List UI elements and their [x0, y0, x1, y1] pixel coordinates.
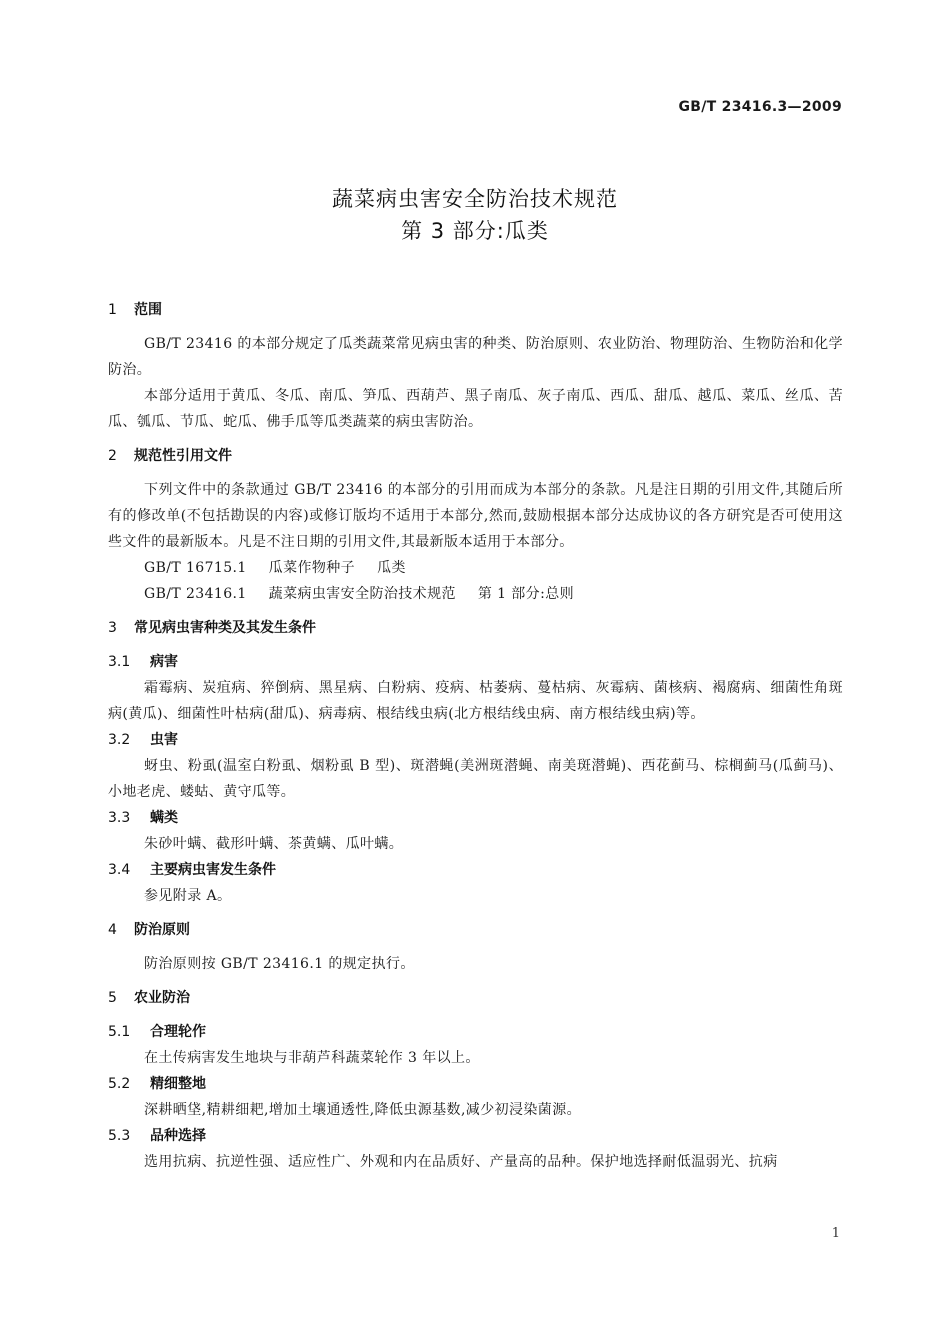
- document-body: [108, 297, 843, 1175]
- normative-reference: [108, 555, 843, 581]
- subsection-number: 5.3: [108, 1128, 131, 1144]
- paragraph: 深耕晒垡,精耕细耙,增加土壤通透性,降低虫源基数,减少初浸染菌源。: [144, 1102, 581, 1118]
- subsection-title: 合理轮作: [150, 1024, 206, 1040]
- section-5-heading: [108, 985, 843, 1011]
- page-number: 1: [831, 1226, 840, 1241]
- reference-title: 瓜菜作物种子: [268, 560, 356, 576]
- paragraph: 在土传病害发生地块与非葫芦科蔬菜轮作 3 年以上。: [144, 1050, 480, 1066]
- paragraph: 蚜虫、粉虱(温室白粉虱、烟粉虱 B 型)、斑潜蝇(美洲斑潜蝇、南美斑潜蝇)、西花蓟马、棕榈蓟马(瓜蓟马)、小地老虎、蝼蛄、黄守瓜等。: [108, 758, 843, 800]
- subsection-number: 3.3: [108, 810, 131, 826]
- section-title: 范围: [134, 302, 162, 318]
- reference-code: GB/T 23416.1: [144, 586, 247, 602]
- document-title: [0, 183, 950, 247]
- section-number: 4: [108, 922, 117, 938]
- reference-code: GB/T 16715.1: [144, 560, 247, 576]
- section-title: 防治原则: [134, 922, 190, 938]
- section-2-heading: [108, 443, 843, 469]
- subsection-title: 精细整地: [150, 1076, 206, 1092]
- subsection-5-2-heading: [108, 1071, 843, 1097]
- subsection-3-4-heading: [108, 857, 843, 883]
- subsection-title: 主要病虫害发生条件: [150, 862, 276, 878]
- subsection-number: 3.1: [108, 654, 131, 670]
- paragraph: GB/T 23416 的本部分规定了瓜类蔬菜常见病虫害的种类、防治原则、农业防治、物理防治、生物防治和化学防治。: [108, 336, 843, 378]
- reference-title: 蔬菜病虫害安全防治技术规范: [268, 586, 456, 602]
- subsection-5-1-heading: [108, 1019, 843, 1045]
- subsection-number: 5.1: [108, 1024, 131, 1040]
- section-3-heading: [108, 615, 843, 641]
- normative-reference: [108, 581, 843, 607]
- subsection-title: 螨类: [150, 810, 178, 826]
- subsection-3-1-heading: [108, 649, 843, 675]
- subsection-title: 品种选择: [150, 1128, 206, 1144]
- section-1-heading: [108, 297, 843, 323]
- subsection-number: 5.2: [108, 1076, 131, 1092]
- paragraph: 霜霉病、炭疽病、猝倒病、黑星病、白粉病、疫病、枯萎病、蔓枯病、灰霉病、菌核病、褐腐病、细菌性角斑病(黄瓜)、细菌性叶枯病(甜瓜)、病毒病、根结线虫病(北方根结线虫病、南方根结线虫病)等。: [108, 680, 843, 722]
- subsection-3-2-heading: [108, 727, 843, 753]
- reference-subtitle: 瓜类: [377, 560, 406, 576]
- subsection-3-3-heading: [108, 805, 843, 831]
- reference-subtitle: 第 1 部分:总则: [477, 586, 574, 602]
- paragraph: 朱砂叶螨、截形叶螨、茶黄螨、瓜叶螨。: [144, 836, 404, 852]
- paragraph: 防治原则按 GB/T 23416.1 的规定执行。: [144, 956, 415, 972]
- title-part: 第 3 部分:瓜类: [401, 219, 549, 243]
- standard-number: GB/T 23416.3—2009: [678, 99, 842, 115]
- title-main: 蔬菜病虫害安全防治技术规范: [332, 187, 618, 211]
- subsection-number: 3.4: [108, 862, 131, 878]
- section-title: 常见病虫害种类及其发生条件: [134, 620, 316, 636]
- paragraph: 下列文件中的条款通过 GB/T 23416 的本部分的引用而成为本部分的条款。凡是注日期的引用文件,其随后所有的修改单(不包括勘误的内容)或修订版均不适用于本部分,然而,鼓励根据本部分达成协议的各方研究是否可使用这些文件的最新版本。凡是不注日期的引用文件,其最新版本适用于本部分。: [108, 482, 843, 550]
- section-number: 2: [108, 448, 117, 464]
- section-number: 5: [108, 990, 117, 1006]
- section-title: 农业防治: [134, 990, 190, 1006]
- section-title: 规范性引用文件: [134, 448, 232, 464]
- subsection-5-3-heading: [108, 1123, 843, 1149]
- section-number: 1: [108, 302, 117, 318]
- paragraph: 参见附录 A。: [144, 888, 232, 904]
- section-4-heading: [108, 917, 843, 943]
- subsection-title: 病害: [150, 654, 178, 670]
- subsection-title: 虫害: [150, 732, 178, 748]
- paragraph: 选用抗病、抗逆性强、适应性广、外观和内在品质好、产量高的品种。保护地选择耐低温弱光、抗病: [144, 1154, 778, 1170]
- paragraph: 本部分适用于黄瓜、冬瓜、南瓜、笋瓜、西葫芦、黑子南瓜、灰子南瓜、西瓜、甜瓜、越瓜、菜瓜、丝瓜、苦瓜、瓠瓜、节瓜、蛇瓜、佛手瓜等瓜类蔬菜的病虫害防治。: [108, 388, 843, 430]
- section-number: 3: [108, 620, 117, 636]
- subsection-number: 3.2: [108, 732, 131, 748]
